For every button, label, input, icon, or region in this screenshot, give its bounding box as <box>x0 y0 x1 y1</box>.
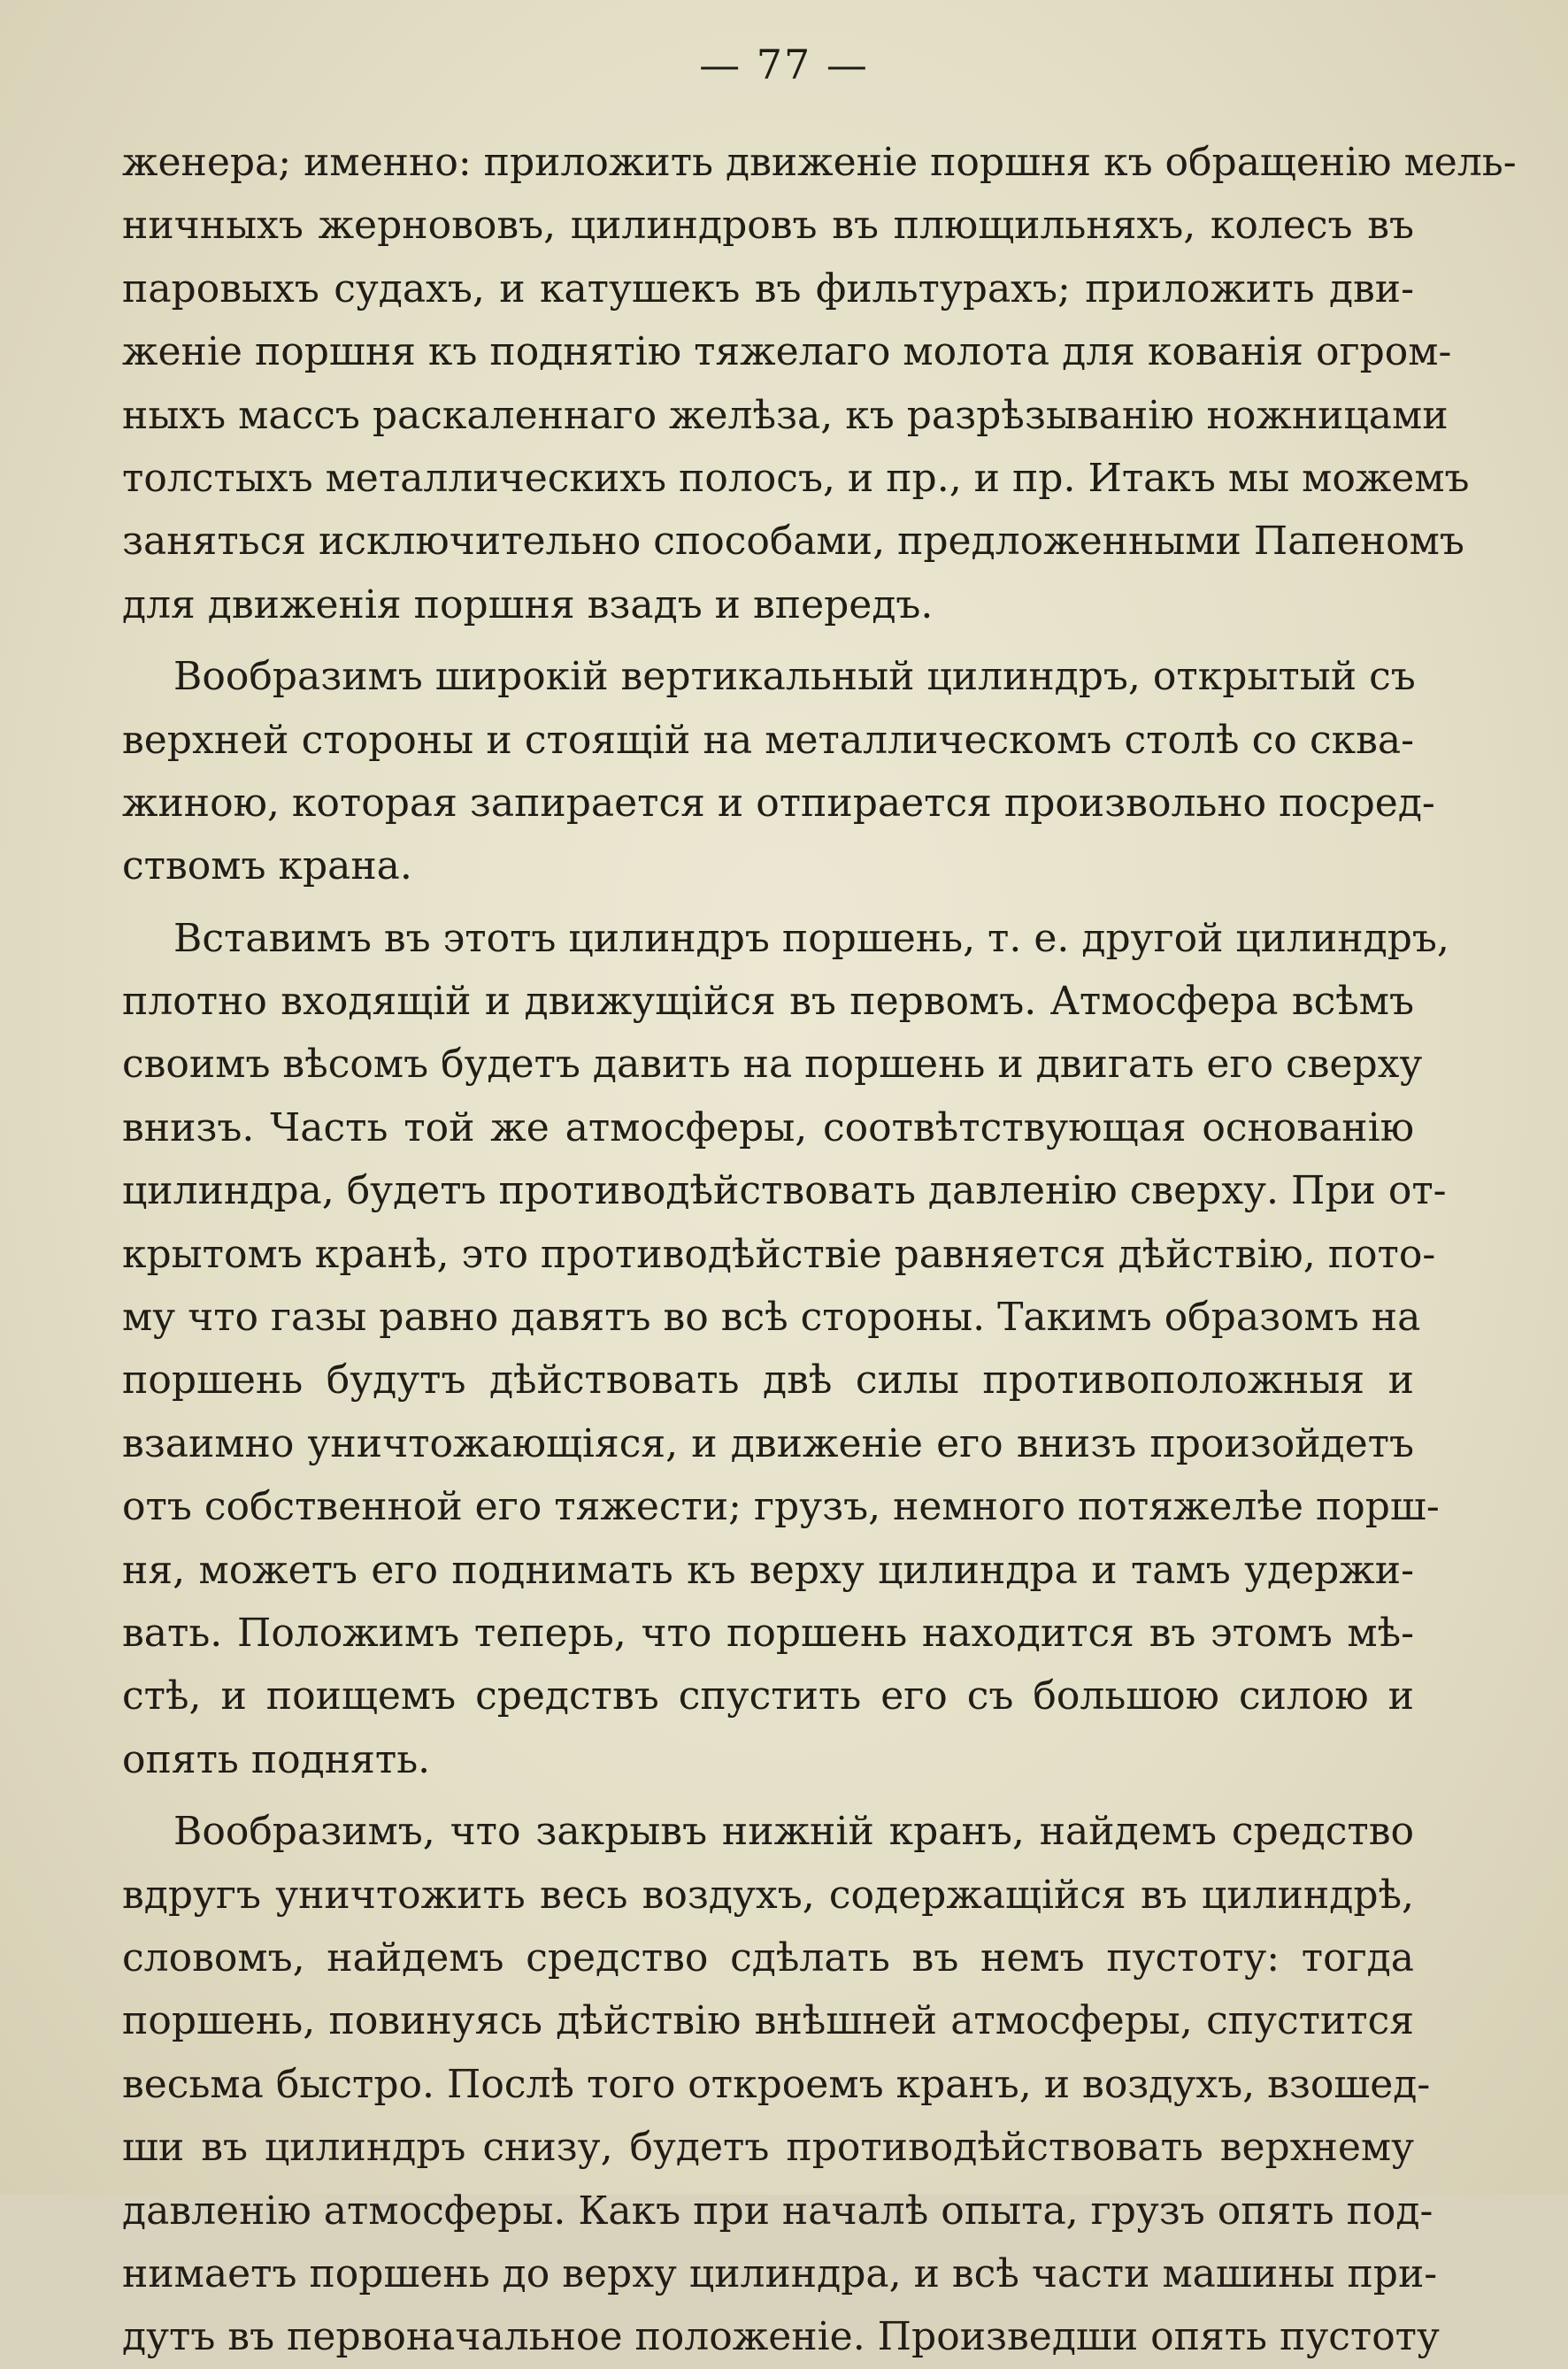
text-line: внизъ. Часть той же атмосферы, соотвѣтствующая основанію <box>122 1104 1414 1150</box>
text-line: вать. Положимъ теперь, что поршень находится въ этомъ мѣ- <box>122 1610 1414 1656</box>
text-line: паровыхъ судахъ, и катушекъ въ фильтурахъ; приложить дви- <box>122 265 1414 312</box>
text-line: вдругъ уничтожить весь воздухъ, содержащійся въ цилиндрѣ, <box>122 1872 1414 1918</box>
text-line: стѣ, и поищемъ средствъ спустить его съ большою силою и <box>122 1673 1414 1719</box>
text-line: заняться исключительно способами, предложенными Папеномъ <box>122 519 1464 565</box>
text-line: верхней стороны и стоящій на металлическомъ столѣ со сква- <box>122 717 1414 763</box>
text-line: женіе поршня къ поднятію тяжелаго молота для кованія огром- <box>122 329 1452 375</box>
text-line: опять поднять. <box>122 1736 431 1782</box>
text-line: женера; именно: приложить движеніе поршня къ обращенію мель- <box>122 140 1517 185</box>
body-text <box>122 131 1517 2369</box>
text-line: ствомъ крана. <box>122 843 412 889</box>
text-line: давленію атмосферы. Какъ при началѣ опыта, грузъ опять под- <box>122 2188 1433 2234</box>
text-line: своимъ вѣсомъ будетъ давить на поршень и двигать его сверху <box>122 1042 1423 1088</box>
text-line: Вообразимъ, что закрывъ нижній кранъ, найдемъ средство <box>173 1809 1414 1855</box>
text-line: ня, можетъ его поднимать къ верху цилиндра и тамъ удержи- <box>122 1547 1414 1593</box>
paragraph-gap <box>122 1791 1414 1800</box>
paragraph <box>122 131 1517 636</box>
paragraph-gap <box>122 898 1414 907</box>
text-line: ши въ цилиндръ снизу, будетъ противодѣйствовать верхнему <box>122 2125 1414 2171</box>
text-line: плотно входящій и движущійся въ первомъ. Атмосфера всѣмъ <box>122 979 1414 1025</box>
paragraph <box>122 1800 1440 2369</box>
text-line: Вообразимъ широкій вертикальный цилиндръ, открытый съ <box>173 654 1416 700</box>
text-line: Вставимъ въ этотъ цилиндръ поршень, т. е. другой цилиндръ, <box>173 915 1449 961</box>
text-line: словомъ, найдемъ средство сдѣлать въ немъ пустоту: тогда <box>122 1934 1414 1981</box>
text-line: цилиндра, будетъ противодѣйствовать давленію сверху. При от- <box>122 1168 1447 1214</box>
text-line: крытомъ кранѣ, это противодѣйствіе равняется дѣйствію, пото- <box>122 1231 1436 1277</box>
text-line: поршень, повинуясь дѣйствію внѣшней атмосферы, спустится <box>122 1998 1414 2044</box>
text-line: ничныхъ жернововъ, цилиндровъ въ плющильняхъ, колесъ въ <box>122 203 1414 249</box>
paragraph <box>122 645 1435 898</box>
text-line: жиною, которая запирается и отпирается произвольно посред- <box>122 780 1435 826</box>
page-number: — 77 — <box>699 41 869 88</box>
paragraph <box>122 907 1449 1791</box>
text-line: отъ собственной его тяжести; грузъ, немного потяжелѣе порш- <box>122 1484 1440 1530</box>
paragraph-gap <box>122 636 1414 645</box>
text-line: для движенія поршня взадъ и впередъ. <box>122 581 934 627</box>
text-line: толстыхъ металлическихъ полосъ, и пр., и пр. Итакъ мы можемъ <box>122 455 1470 501</box>
text-line: весьма быстро. Послѣ того откроемъ кранъ, и воздухъ, взошед- <box>122 2061 1431 2107</box>
text-line: му что газы равно давятъ во всѣ стороны. Такимъ образомъ на <box>122 1295 1421 1341</box>
text-line: ныхъ массъ раскаленнаго желѣза, къ разрѣзыванію ножницами <box>122 392 1449 438</box>
text-line: поршень будутъ дѣйствовать двѣ силы противоположныя и <box>122 1358 1414 1404</box>
text-line: нимаетъ поршень до верху цилиндра, и всѣ части машины при- <box>122 2250 1438 2296</box>
text-line: взаимно уничтожающіяся, и движеніе его внизъ произойдетъ <box>122 1420 1414 1466</box>
text-line: дутъ въ первоначальное положеніе. Произведши опять пустоту <box>122 2314 1440 2360</box>
